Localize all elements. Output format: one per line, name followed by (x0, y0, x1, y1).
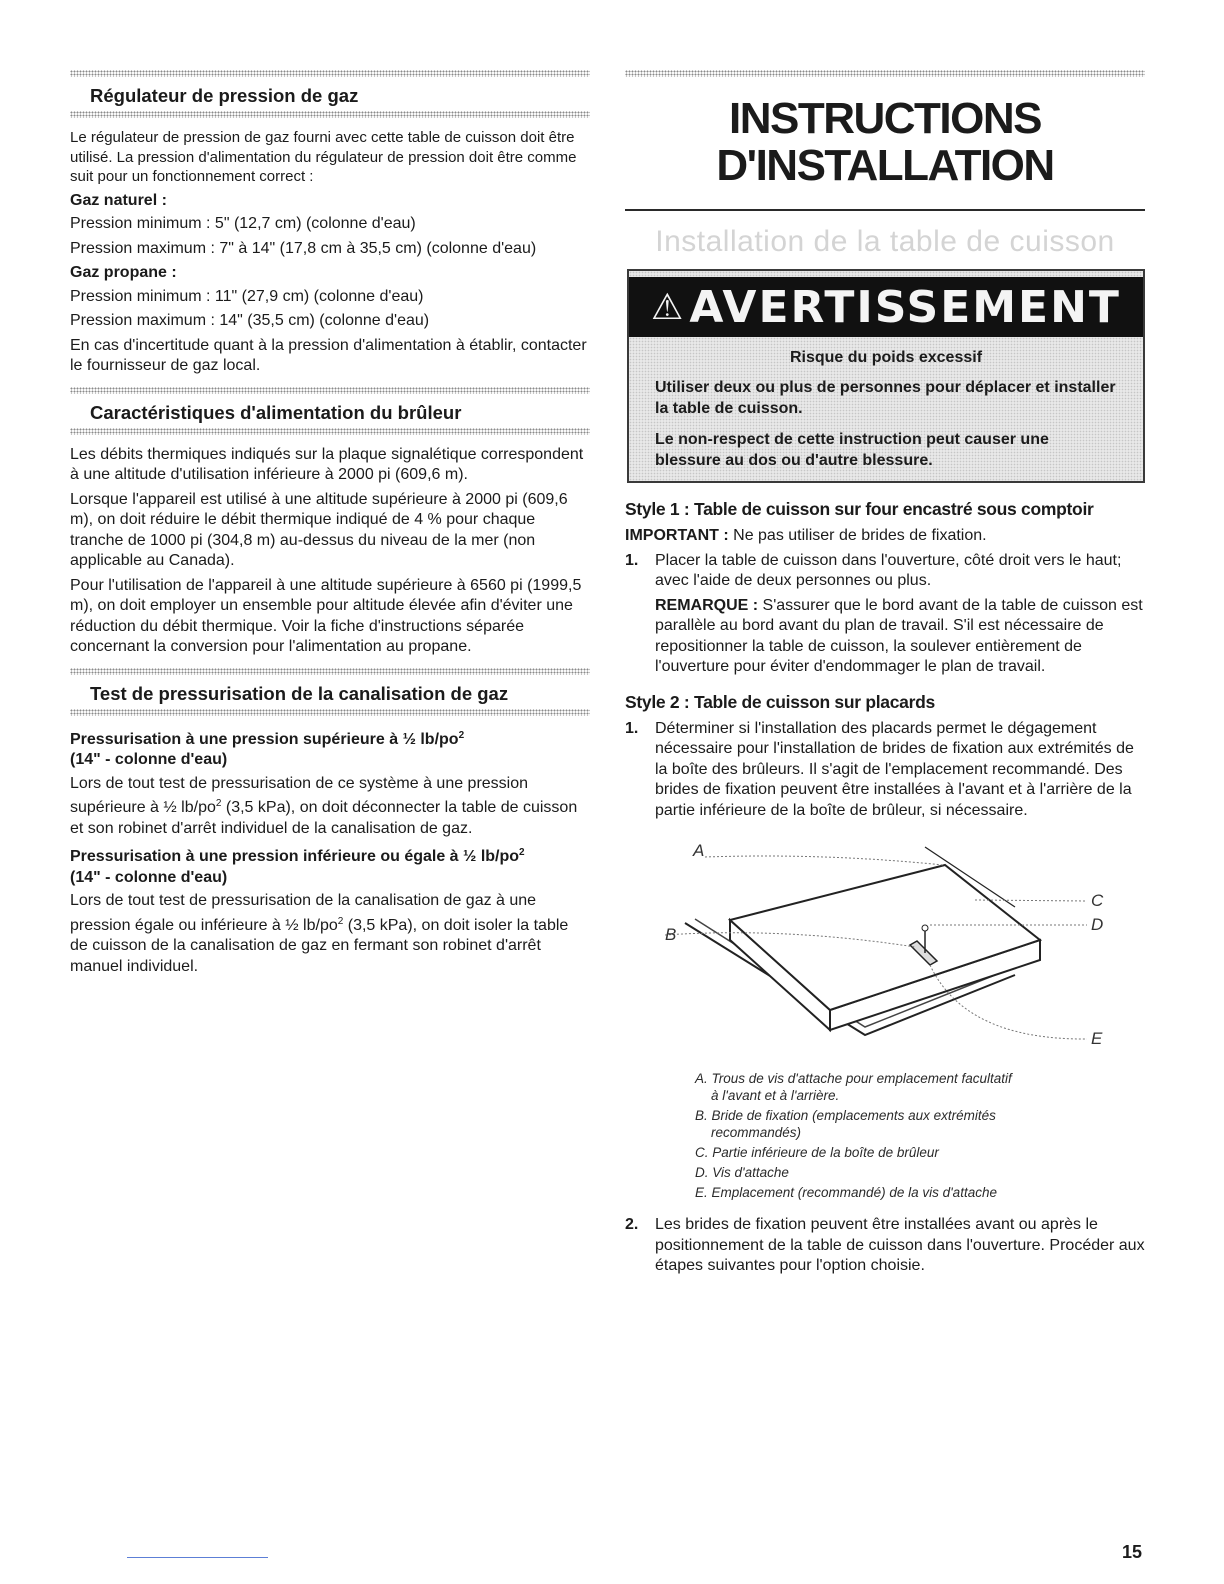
subheading-low-pressure (70, 843, 590, 888)
step-content (655, 719, 1145, 826)
section-gas-regulator-header (70, 70, 590, 118)
step-item (625, 1215, 1145, 1281)
page-title (625, 95, 1145, 189)
dotted-rule (70, 428, 590, 435)
paragraph: En cas d'incertitude quant à la pression d'alimentation à établir, contacter le fournisseur de gaz local. (70, 336, 587, 374)
paragraph: Le régulateur de pression de gaz fourni avec cette table de cuisson doit être utilisé. La pression d'alimentation du régulateur de pression doit être comme suit pour un fonctionnement correct : (70, 129, 577, 185)
dotted-rule (70, 70, 590, 77)
text: (3,5 kPa), on doit isoler la table de cuisson de la canalisation de gaz en fermant son robinet d'arrêt manuel individuel. (70, 916, 569, 975)
important-text: Ne pas utiliser de brides de fixation. (728, 527, 987, 544)
caption-b-cont: recommandés) (711, 1125, 802, 1140)
important-note (625, 526, 1145, 547)
step-text: Placer la table de cuisson dans l'ouverture, côté droit vers le haut; avec l'aide de deux personnes ou plus. (655, 551, 1122, 589)
paragraph: Lorsque l'appareil est utilisé à une altitude supérieure à 2000 pi (609,6 m), on doit réduire le débit thermique indiqué de 4 % pour chaque tranche de 1000 pi (304,8 m) au-dessus du niveau de la mer (non applicable au Canada). (70, 490, 568, 569)
dotted-rule (70, 387, 590, 394)
section-title: Test de pressurisation de la canalisation de gaz (90, 682, 509, 704)
subheading-text: (14" - colonne d'eau) (70, 751, 228, 768)
step-number: 2. (625, 1216, 639, 1233)
section-burner-header (70, 387, 590, 435)
superscript: 2 (337, 915, 344, 927)
remark (655, 596, 1145, 678)
paragraph (70, 891, 590, 977)
title-line: D'INSTALLATION (716, 141, 1054, 190)
step-text: Déterminer si l'installation des placards permet le dégagement nécessaire pour l'installation de brides de fixation aux extrémités de la boîte des brûleurs. Il s'agit de l'emplacement recommandé. Des brides de fixation peuvent être installées à l'avant et à l'arrière de la partie inférieure de la boîte de brûleur, si nécessaire. (655, 719, 1134, 819)
step-item (625, 551, 1145, 682)
warning-subtitle: Risque du poids excessif (789, 349, 983, 366)
step-item (625, 719, 1145, 826)
cooktop-bracket-diagram (625, 835, 1145, 1060)
paragraph (70, 774, 590, 840)
natural-min: Pression minimum : 5" (12,7 cm) (colonne d'eau) (70, 215, 416, 232)
dotted-rule (70, 668, 590, 675)
subheading-propane: Gaz propane : (70, 264, 177, 281)
warning-triangle-icon: ⚠ (651, 286, 684, 327)
warning-line: Le non-respect de cette instruction peut causer une blessure au dos ou d'autre blessure. (655, 431, 1049, 469)
caption-b: B. Bride de fixation (emplacements aux extrémités (695, 1108, 996, 1123)
diagram-drawing (625, 835, 1145, 1060)
text: Lors de tout test de pressurisation de ce système à une pression supérieure à ½ lb/po (70, 774, 529, 816)
step-content (655, 1215, 1145, 1281)
caption-c: C. Partie inférieure de la boîte de brûleur (695, 1145, 939, 1160)
step-number: 1. (625, 551, 639, 569)
subheading-high-pressure (70, 726, 590, 771)
section-title: Caractéristiques d'alimentation du brûleur (90, 401, 462, 423)
dotted-rule (70, 709, 590, 716)
title-rule (625, 209, 1145, 211)
diagram-label-c: C (1091, 891, 1104, 910)
caption-e: E. Emplacement (recommandé) de la vis d'attache (695, 1185, 997, 1200)
diagram-label-e: E (1091, 1029, 1103, 1048)
diagram-label-b: B (665, 925, 677, 944)
remark-text: S'assurer que le bord avant de la table de cuisson est parallèle au bord avant du plan de travail. S'il est nécessaire de repositionner la table de cuisson, la soulever entièrement de l'ouverture pour éviter d'endommager le plan de travail. (655, 596, 1143, 675)
caption-a: A. Trous de vis d'attache pour emplacement facultatif (695, 1071, 1012, 1086)
step-number: 1. (625, 719, 639, 737)
burner-box-top (730, 865, 1040, 1010)
warning-body (629, 337, 1143, 481)
propane-max: Pression maximum : 14" (35,5 cm) (colonne d'eau) (70, 312, 430, 329)
section-pressure-test-header (70, 668, 590, 716)
superscript: 2 (215, 798, 222, 809)
section-subtitle: Installation de la table de cuisson (655, 225, 1115, 258)
screw-head (922, 925, 928, 931)
step-text: Les brides de fixation peuvent être installées avant ou après le positionnement de la table de cuisson dans l'ouverture. Procéder aux étapes suivantes pour l'option choisie. (655, 1216, 1145, 1274)
right-column (625, 70, 1145, 1285)
section-title: Régulateur de pression de gaz (90, 85, 359, 106)
warning-line: Utiliser deux ou plus de personnes pour déplacer et installer la table de cuisson. (655, 379, 1116, 417)
dotted-rule (70, 111, 590, 118)
title-line: INSTRUCTIONS (729, 94, 1041, 143)
superscript: 2 (458, 729, 465, 741)
dotted-rule (625, 70, 1145, 77)
leader-line-a (705, 856, 943, 865)
warning-title: AVERTISSEMENT (689, 281, 1121, 333)
subheading-text: Pressurisation à une pression inférieure ou égale à ½ lb/po (70, 848, 520, 865)
warning-box (627, 269, 1145, 483)
footer-rule (127, 1557, 268, 1558)
left-column (70, 70, 590, 981)
paragraph: Les débits thermiques indiqués sur la plaque signalétique correspondent à une altitude d'utilisation inférieure à 2000 pi (609,6 m). (70, 445, 584, 483)
important-label: IMPORTANT : (625, 527, 729, 544)
remark-label: REMARQUE : (655, 596, 759, 614)
text: (3,5 kPa), on doit déconnecter la table de cuisson et son robinet d'arrêt individuel de la canalisation de gaz. (70, 799, 578, 837)
style1-heading: Style 1 : Table de cuisson sur four encastré sous comptoir (625, 499, 1094, 519)
text: Lors de tout test de pressurisation de la canalisation de gaz à une pression égale ou inférieure à ½ lb/po (70, 892, 537, 934)
caption-d: D. Vis d'attache (695, 1165, 789, 1180)
natural-max: Pression maximum : 7" à 14" (17,8 cm à 35,5 cm) (colonne d'eau) (70, 239, 537, 257)
page-number: 15 (1121, 1542, 1142, 1562)
paragraph: Pour l'utilisation de l'appareil à une altitude supérieure à 6560 pi (1999,5 m), on doit employer un ensemble pour altitude élevée afin d'éviter une réduction du débit thermique. Voir la fiche d'instructions séparée concernant la conversion pour l'alimentation au propane. (70, 576, 582, 655)
warning-header (629, 277, 1143, 337)
propane-min: Pression minimum : 11" (27,9 cm) (colonne d'eau) (70, 287, 424, 305)
subheading-text: (14" - colonne d'eau) (70, 868, 228, 886)
diagram-label-a: A (693, 841, 705, 860)
diagram-captions (695, 1070, 1145, 1201)
style2-heading: Style 2 : Table de cuisson sur placards (625, 691, 935, 712)
subheading-natural-gas: Gaz naturel : (70, 191, 167, 209)
caption-a-cont: à l'avant et à l'arrière. (711, 1088, 840, 1103)
diagram-label-d: D (1091, 915, 1104, 934)
superscript: 2 (519, 847, 525, 858)
step-content (655, 551, 1145, 682)
subheading-text: Pressurisation à une pression supérieure à ½ lb/po (70, 730, 459, 748)
